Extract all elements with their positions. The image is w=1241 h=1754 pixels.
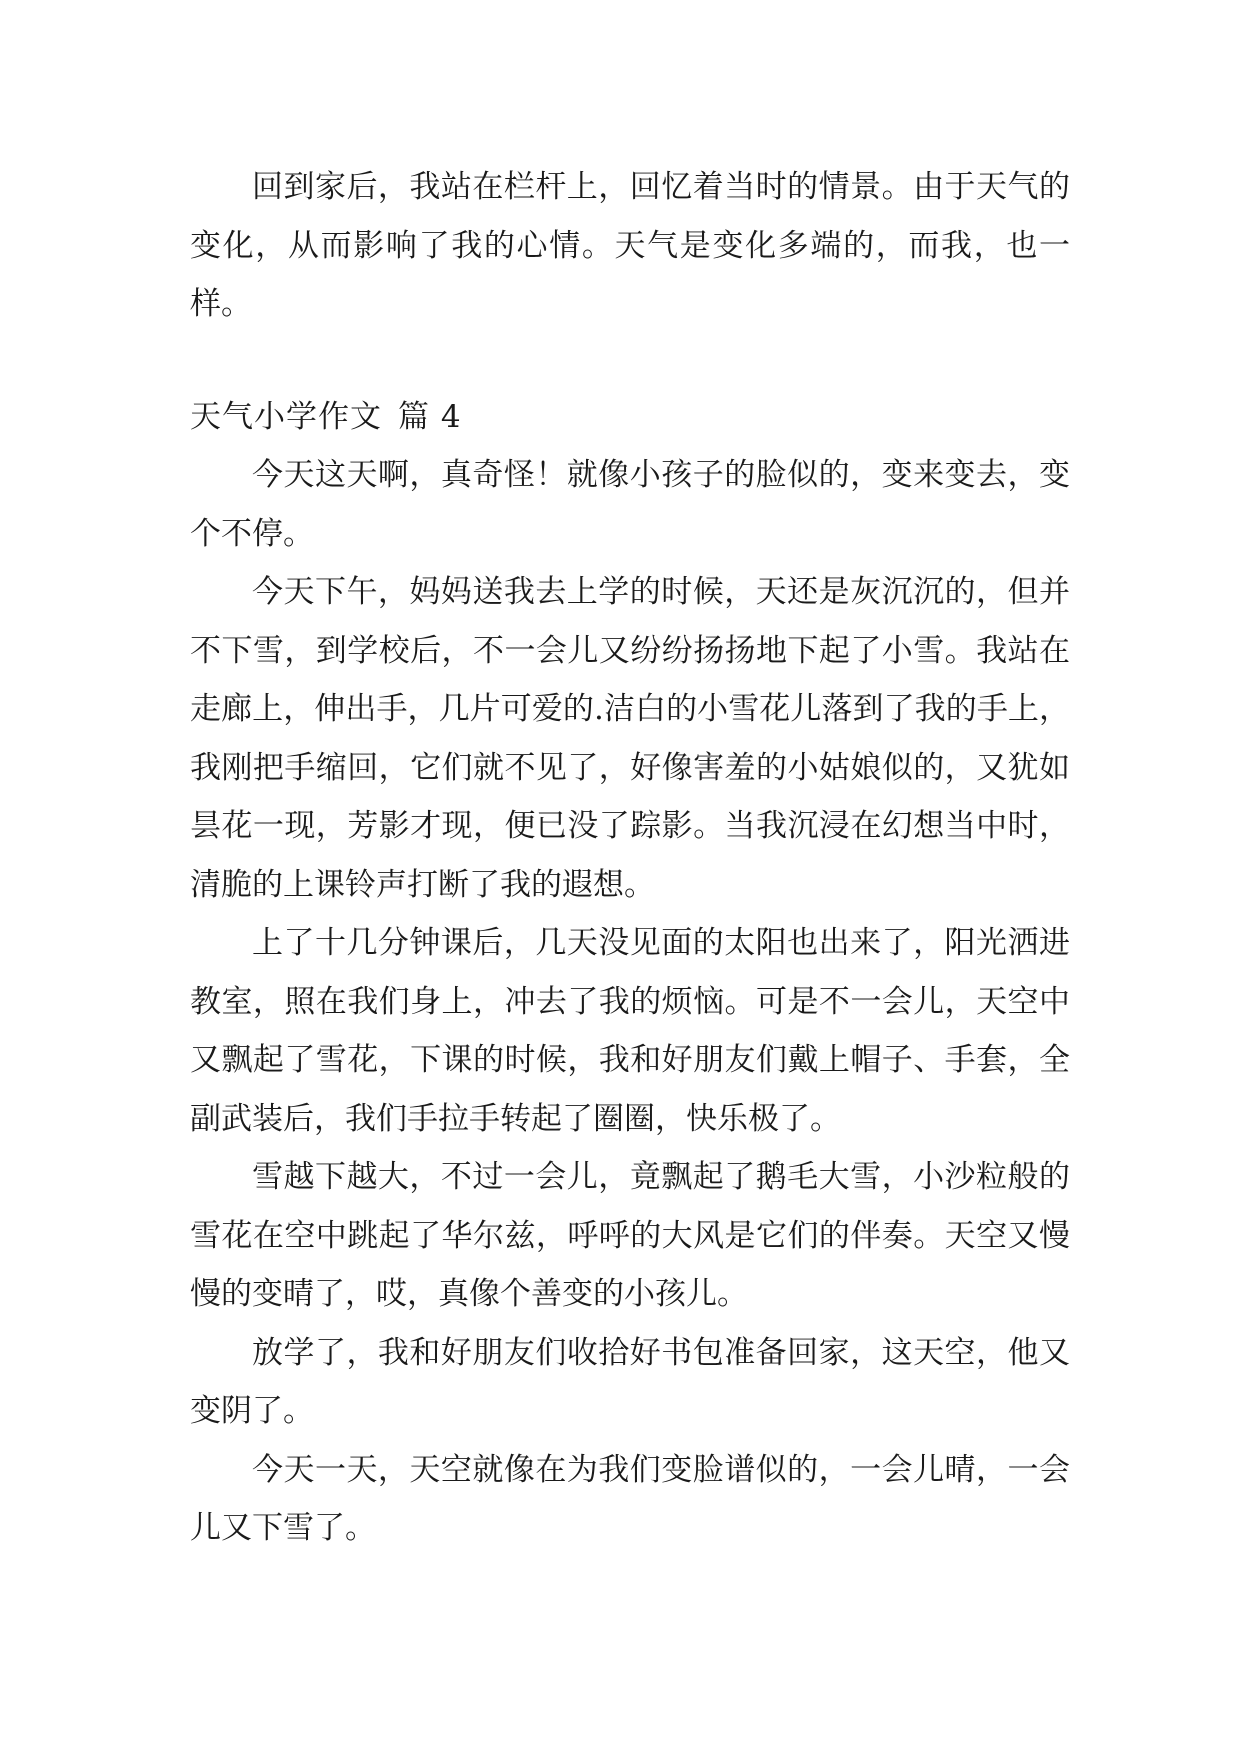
section-number: 篇 4 [398, 398, 462, 435]
section-title: 天气小学作文 [190, 398, 382, 435]
paragraph-2: 今天下午，妈妈送我去上学的时候，天还是灰沉沉的，但并不下雪，到学校后，不一会儿又纷纷扬扬地下起了小雪。我站在走廊上，伸出手，几片可爱的.洁白的小雪花儿落到了我的手上，我刚把手缩回，它们就不见了，好像害羞的小姑娘似的，又犹如昙花一现，芳影才现，便已没了踪影。当我沉浸在幻想当中时，清脆的上课铃声打断了我的遐想。 [190, 574, 1070, 903]
document-body [190, 158, 1070, 1558]
paragraph-5: 放学了，我和好朋友们收拾好书包准备回家，这天空，他又变阴了。 [190, 1334, 1070, 1429]
paragraph-6: 今天一天，天空就像在为我们变脸谱似的，一会儿晴，一会儿又下雪了。 [190, 1451, 1070, 1546]
paragraph-3: 上了十几分钟课后，几天没见面的太阳也出来了，阳光洒进教室，照在我们身上，冲去了我的烦恼。可是不一会儿，天空中又飘起了雪花，下课的时候，我和好朋友们戴上帽子、手套，全副武装后，我们手拉手转起了圈圈，快乐极了。 [190, 925, 1070, 1137]
paragraph-1: 今天这天啊，真奇怪！就像小孩子的脸似的，变来变去，变个不停。 [190, 457, 1070, 552]
paragraph-4: 雪越下越大，不过一会儿，竟飘起了鹅毛大雪，小沙粒般的雪花在空中跳起了华尔兹，呼呼的大风是它们的伴奏。天空又慢慢的变晴了，哎，真像个善变的小孩儿。 [190, 1159, 1070, 1312]
intro-paragraph: 回到家后，我站在栏杆上，回忆着当时的情景。由于天气的变化，从而影响了我的心情。天气是变化多端的，而我，也一样。 [190, 169, 1070, 322]
section-heading [190, 388, 1070, 447]
